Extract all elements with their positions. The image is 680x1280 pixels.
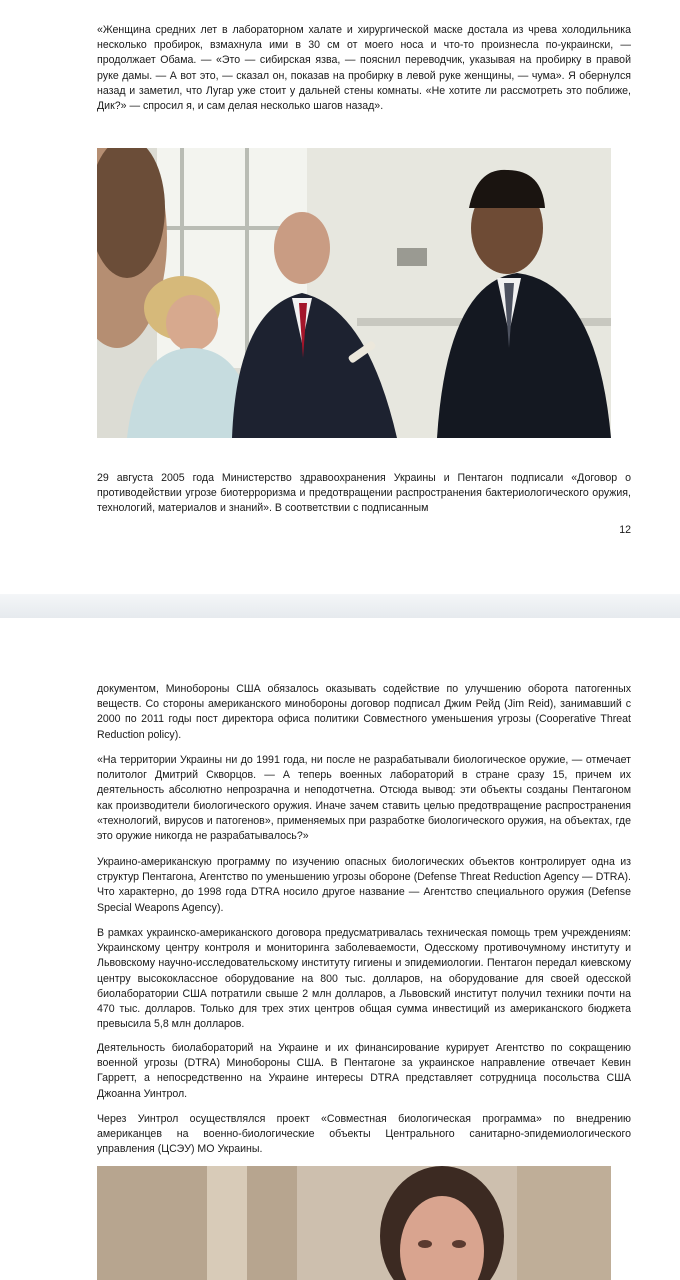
paragraph-dtra-program: Украино-американскую программу по изучению опасных биологических объектов контролирует одна из структур Пентагона, Агентство по уменьшению угрозы обороне (Defense Threat Reduction Agency — DTRA). Что характерно, до 1998 года DTRA носило другое название — Агентство специального оружия (Defense Special Weapons Agency). <box>97 856 631 914</box>
page-number: 12 <box>619 524 631 536</box>
paragraph-technical-assistance: В рамках украинско-американского договора предусматривалась техническая помощь трем учреждениям: Украинскому центру контроля и мониторинга заболеваемости, Одесскому противочумному институту и Львовскому научно-исследовательскому институту гигиены и эпидемиологии. Пентагон передал киевскому центру высококлассное оборудование на 800 тыс. долларов, на оборудование для своей одесской биолаборатории США потратили свыше 2 млн долларов, а Львовский институт получил техники почти на 470 тыс. долларов. Только для трех этих центров общая сумма инвестиций из американского бюджета превысила 5,8 млн долларов. <box>97 927 631 1031</box>
paragraph-skvortsov-quote: «На территории Украины ни до 1991 года, ни после не разрабатывали биологическое оружие, — отмечает политолог Дмитрий Скворцов. — А теперь военных лабораторий в стране сразу 15, причем их деятельность абсолютно непрозрачна и неподотчетна. Отсюда вывод: эти объекты созданы Пентагоном как производители биологического оружия. Иначе зачем ставить целью предотвращение распространения «технологий, вирусов и патогенов», применяемых при разработке биологического оружия, на объектах, где это оружие никогда не разрабатывалось?» <box>97 754 631 843</box>
document-page-13 <box>0 618 680 1280</box>
paragraph-biolab-funding: Деятельность биолабораторий на Украине и их финансирование курирует Агентство по сокращению военной угрозы (DTRA) Минобороны США. В Пентагоне за украинское направление отвечает Кевин Гарретт, а непосредственно на Украине интересы DTRA представляет сотрудница посольства США Джоанна Уинтрол. <box>97 1042 631 1100</box>
photo-woman-portrait <box>97 1166 611 1280</box>
paragraph-joint-bio-program: Через Уинтрол осуществлялся проект «Совместная биологическая программа» по внедрению американцев на военно-биологические объекты Центрального санитарно-эпидемиологического управления (ЦСЭУ) МО Украины. <box>97 1113 631 1156</box>
paragraph-obama-quote: «Женщина средних лет в лабораторном халате и хирургической маске достала из чрева холодильника несколько пробирок, взмахнула ими в 30 см от моего носа и что-то произнесла по-украински, — продолжает Обама. — «Это — сибирская язва, — пояснил переводчик, указывая на пробирку в правой руке дамы. — А вот это, — сказал он, показав на пробирку в левой руке женщины, — чума». Я обернулся назад и заметил, что Лугар уже стоит у дальней стены комнаты. «Не хотите ли рассмотреть это поближе, Дик?» — спросил я, и сам делая несколько шагов назад». <box>97 24 631 113</box>
paragraph-treaty-2005: 29 августа 2005 года Министерство здравоохранения Украины и Пентагон подписали «Договор о противодействии угрозе биотерроризма и предотвращении распространения бактериологического оружия, технологий, материалов и знаний». В соответствии с подписанным <box>97 472 631 515</box>
paragraph-pentagon-obligation: документом, Минобороны США обязалось оказывать содействие по улучшению оборота патогенных веществ. Со стороны американского минобороны договор подписал Джим Рейд (Jim Reid), занимавший с 2000 по 2011 годы пост директора офиса политики Совместного уменьшения угрозы (Cooperative Threat Reduction policy). <box>97 683 631 741</box>
photo-woman-portrait-image <box>97 1166 611 1280</box>
